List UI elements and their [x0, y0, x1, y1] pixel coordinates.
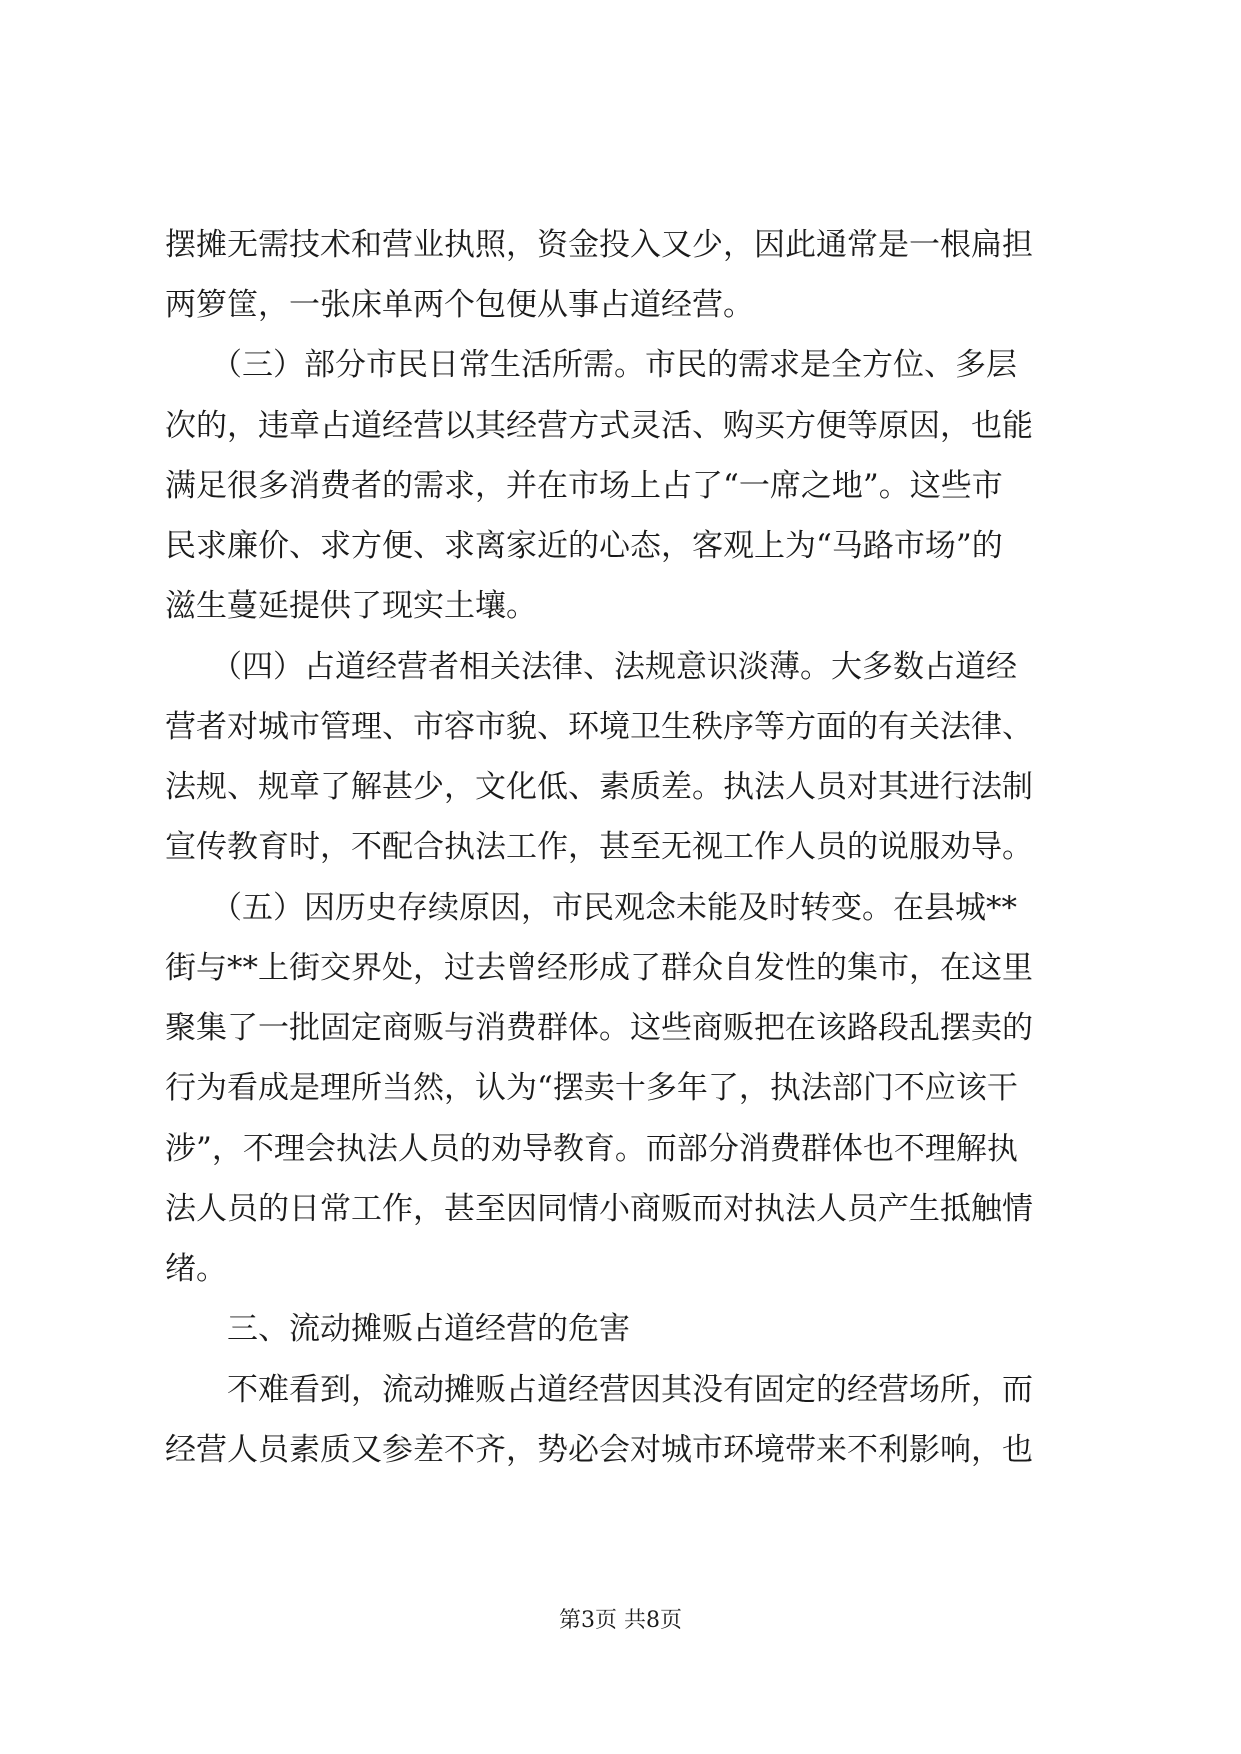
text-line: 营者对城市管理、市容市貌、环境卫生秩序等方面的有关法律、: [165, 709, 1033, 745]
text-line: 涉”，不理会执法人员的劝导教育。而部分消费群体也不理解执: [165, 1131, 1018, 1167]
text-line: 两箩筐，一张床单两个包便从事占道经营。: [165, 287, 754, 323]
text-line: 次的，违章占道经营以其经营方式灵活、购买方便等原因，也能: [165, 408, 1033, 444]
text-line: 经营人员素质又参差不齐，势必会对城市环境带来不利影响，也: [165, 1432, 1033, 1468]
text-line: 满足很多消费者的需求，并在市场上占了“一席之地”。这些市: [165, 468, 1003, 504]
text-line: （五）因历史存续原因，市民观念未能及时转变。在县城**: [211, 890, 1017, 926]
section-heading: 三、流动摊贩占道经营的危害: [227, 1311, 630, 1347]
text-line: 不难看到，流动摊贩占道经营因其没有固定的经营场所，而: [227, 1372, 1033, 1408]
text-line: 行为看成是理所当然，认为“摆卖十多年了，执法部门不应该干: [165, 1070, 1018, 1106]
text-line: （四）占道经营者相关法律、法规意识淡薄。大多数占道经: [211, 649, 1017, 685]
text-line: 法规、规章了解甚少，文化低、素质差。执法人员对其进行法制: [165, 769, 1033, 805]
text-line: 聚集了一批固定商贩与消费群体。这些商贩把在该路段乱摆卖的: [165, 1010, 1033, 1046]
page-footer: 第3页 共8页: [559, 1608, 682, 1633]
text-line: 滋生蔓延提供了现实土壤。: [165, 588, 537, 624]
text-line: 民求廉价、求方便、求离家近的心态，客观上为“马路市场”的: [165, 528, 1003, 564]
text-line: 摆摊无需技术和营业执照，资金投入又少，因此通常是一根扁担: [165, 227, 1033, 263]
text-line: 绪。: [165, 1251, 227, 1287]
text-line: 法人员的日常工作，甚至因同情小商贩而对执法人员产生抵触情: [165, 1191, 1033, 1227]
text-line: 宣传教育时，不配合执法工作，甚至无视工作人员的说服劝导。: [165, 829, 1033, 865]
text-line: （三）部分市民日常生活所需。市民的需求是全方位、多层: [211, 347, 1017, 383]
text-line: 街与**上街交界处，过去曾经形成了群众自发性的集市，在这里: [165, 950, 1033, 986]
